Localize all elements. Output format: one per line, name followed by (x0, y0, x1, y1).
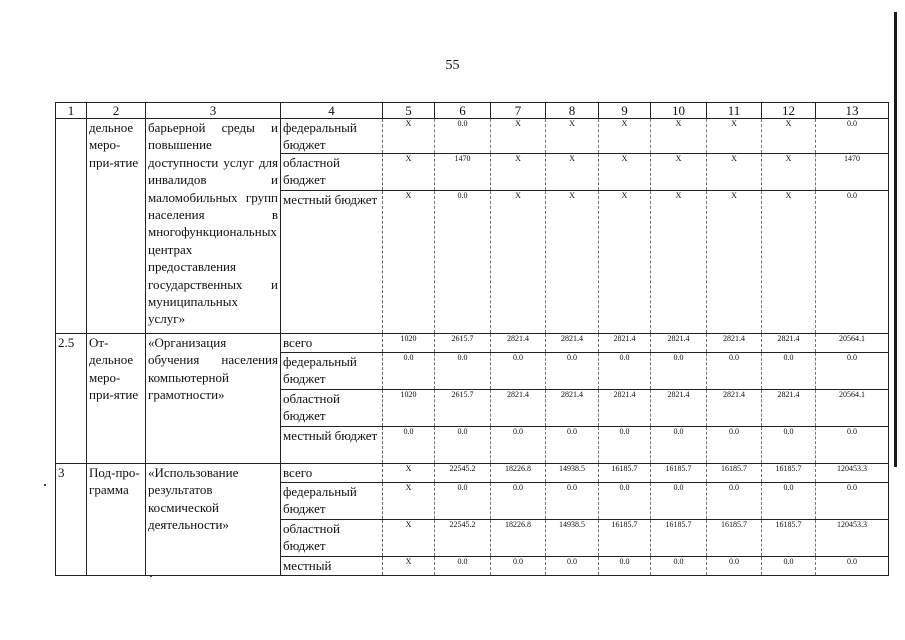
value-cell: X (383, 191, 435, 334)
value-cell: 0.0 (435, 353, 491, 390)
value-cell: 1020 (383, 390, 435, 427)
value-cell: 2821.4 (599, 390, 651, 427)
value-cell: 0.0 (599, 483, 651, 520)
column-header: 10 (651, 103, 707, 119)
table-row (56, 119, 889, 154)
value-cell: X (599, 154, 651, 191)
value-cell: 0.0 (816, 483, 889, 520)
funding-source: местный (281, 557, 383, 576)
table-body (56, 103, 889, 576)
value-cell: 16185.7 (762, 464, 816, 483)
row-number: 2.5 (56, 334, 87, 464)
funding-source: федеральный бюджет (281, 353, 383, 390)
value-cell: 0.0 (707, 483, 762, 520)
funding-source: областной бюджет (281, 520, 383, 557)
value-cell: 2821.4 (491, 334, 546, 353)
column-header: 4 (281, 103, 383, 119)
value-cell: 0.0 (762, 483, 816, 520)
column-header: 1 (56, 103, 87, 119)
value-cell: 0.0 (816, 427, 889, 464)
value-cell: X (383, 154, 435, 191)
value-cell: 2821.4 (651, 390, 707, 427)
column-header: 8 (546, 103, 599, 119)
value-cell: X (383, 520, 435, 557)
value-cell: 2821.4 (762, 390, 816, 427)
value-cell: 16185.7 (599, 464, 651, 483)
column-header: 12 (762, 103, 816, 119)
value-cell: 20564.1 (816, 390, 889, 427)
row-number (56, 119, 87, 334)
value-cell: 0.0 (651, 353, 707, 390)
funding-source: всего (281, 464, 383, 483)
value-cell: X (383, 483, 435, 520)
value-cell: X (599, 191, 651, 334)
value-cell: 18226.8 (491, 520, 546, 557)
value-cell: 2821.4 (762, 334, 816, 353)
value-cell: 2821.4 (651, 334, 707, 353)
item-type: Под-про-грамма (87, 464, 146, 576)
funding-source: федеральный бюджет (281, 483, 383, 520)
value-cell: X (707, 191, 762, 334)
item-type: дельное меро-при-ятие (87, 119, 146, 334)
item-name: барьерной среды и повышение доступности услуг для инвалидов и маломобильных групп населения в многофункциональных центрах предоставления государственных и муниципальных услуг» (146, 119, 281, 334)
value-cell: X (707, 154, 762, 191)
value-cell: 0.0 (435, 557, 491, 576)
value-cell: 18226.8 (491, 464, 546, 483)
value-cell: 0.0 (383, 427, 435, 464)
value-cell: 2821.4 (546, 334, 599, 353)
value-cell: 120453.3 (816, 520, 889, 557)
value-cell: 16185.7 (762, 520, 816, 557)
value-cell: X (491, 119, 546, 154)
value-cell: 0.0 (651, 557, 707, 576)
value-cell: 0.0 (707, 427, 762, 464)
funding-source: всего (281, 334, 383, 353)
value-cell: X (383, 557, 435, 576)
value-cell: 0.0 (546, 353, 599, 390)
value-cell: 1470 (435, 154, 491, 191)
value-cell: X (762, 191, 816, 334)
column-header: 3 (146, 103, 281, 119)
value-cell: 14938.5 (546, 520, 599, 557)
value-cell: 0.0 (491, 483, 546, 520)
value-cell: X (491, 154, 546, 191)
value-cell: X (651, 119, 707, 154)
value-cell: 1470 (816, 154, 889, 191)
value-cell: 0.0 (599, 557, 651, 576)
header-row (56, 103, 889, 119)
value-cell: 0.0 (599, 427, 651, 464)
page-number: 55 (445, 58, 460, 73)
value-cell: X (546, 119, 599, 154)
value-cell: 0.0 (762, 557, 816, 576)
column-header: 13 (816, 103, 889, 119)
value-cell: 0.0 (762, 353, 816, 390)
column-header: 6 (435, 103, 491, 119)
value-cell: 2821.4 (707, 334, 762, 353)
value-cell: 0.0 (651, 427, 707, 464)
value-cell: X (707, 119, 762, 154)
value-cell: 0.0 (816, 119, 889, 154)
column-header: 7 (491, 103, 546, 119)
value-cell: 14938.5 (546, 464, 599, 483)
funding-source: местный бюджет (281, 191, 383, 334)
value-cell: 0.0 (435, 191, 491, 334)
value-cell: 22545.2 (435, 520, 491, 557)
value-cell: 0.0 (816, 191, 889, 334)
budget-table (55, 102, 889, 576)
value-cell: 2821.4 (546, 390, 599, 427)
value-cell: 20564.1 (816, 334, 889, 353)
funding-source: федеральный бюджет (281, 119, 383, 154)
column-header: 11 (707, 103, 762, 119)
scan-speck (44, 484, 46, 486)
value-cell: 16185.7 (707, 464, 762, 483)
value-cell: 0.0 (651, 483, 707, 520)
item-name: «Использование результатов космической деятельности» (146, 464, 281, 576)
value-cell: 0.0 (707, 353, 762, 390)
table-row (56, 334, 889, 353)
value-cell: 0.0 (816, 353, 889, 390)
value-cell: 0.0 (546, 427, 599, 464)
value-cell: 16185.7 (651, 464, 707, 483)
table-row (56, 464, 889, 483)
value-cell: 2615.7 (435, 390, 491, 427)
funding-source: областной бюджет (281, 154, 383, 191)
item-name: «Организация обучения населения компьютерной грамотности» (146, 334, 281, 464)
funding-source: местный бюджет (281, 427, 383, 464)
value-cell: 0.0 (762, 427, 816, 464)
value-cell: X (546, 191, 599, 334)
value-cell: X (651, 154, 707, 191)
value-cell: 2615.7 (435, 334, 491, 353)
value-cell: X (599, 119, 651, 154)
value-cell: 2821.4 (599, 334, 651, 353)
value-cell: 0.0 (491, 353, 546, 390)
value-cell: X (491, 191, 546, 334)
value-cell: 0.0 (491, 557, 546, 576)
value-cell: 0.0 (435, 119, 491, 154)
value-cell: 22545.2 (435, 464, 491, 483)
value-cell: 16185.7 (599, 520, 651, 557)
value-cell: 16185.7 (707, 520, 762, 557)
value-cell: X (762, 154, 816, 191)
row-number: 3 (56, 464, 87, 576)
value-cell: 0.0 (599, 353, 651, 390)
funding-source: областной бюджет (281, 390, 383, 427)
value-cell: 0.0 (816, 557, 889, 576)
value-cell: 16185.7 (651, 520, 707, 557)
column-header: 2 (87, 103, 146, 119)
value-cell: X (546, 154, 599, 191)
value-cell: X (762, 119, 816, 154)
value-cell: 0.0 (707, 557, 762, 576)
value-cell: X (651, 191, 707, 334)
value-cell: 0.0 (491, 427, 546, 464)
value-cell: 1020 (383, 334, 435, 353)
value-cell: X (383, 119, 435, 154)
value-cell: X (383, 464, 435, 483)
column-header: 5 (383, 103, 435, 119)
value-cell: 0.0 (435, 483, 491, 520)
item-type: От-дельное меро-при-ятие (87, 334, 146, 464)
value-cell: 0.0 (546, 483, 599, 520)
value-cell: 2821.4 (707, 390, 762, 427)
value-cell: 0.0 (546, 557, 599, 576)
value-cell: 2821.4 (491, 390, 546, 427)
scan-edge-line (894, 12, 897, 467)
value-cell: 0.0 (383, 353, 435, 390)
value-cell: 120453.3 (816, 464, 889, 483)
value-cell: 0.0 (435, 427, 491, 464)
column-header: 9 (599, 103, 651, 119)
